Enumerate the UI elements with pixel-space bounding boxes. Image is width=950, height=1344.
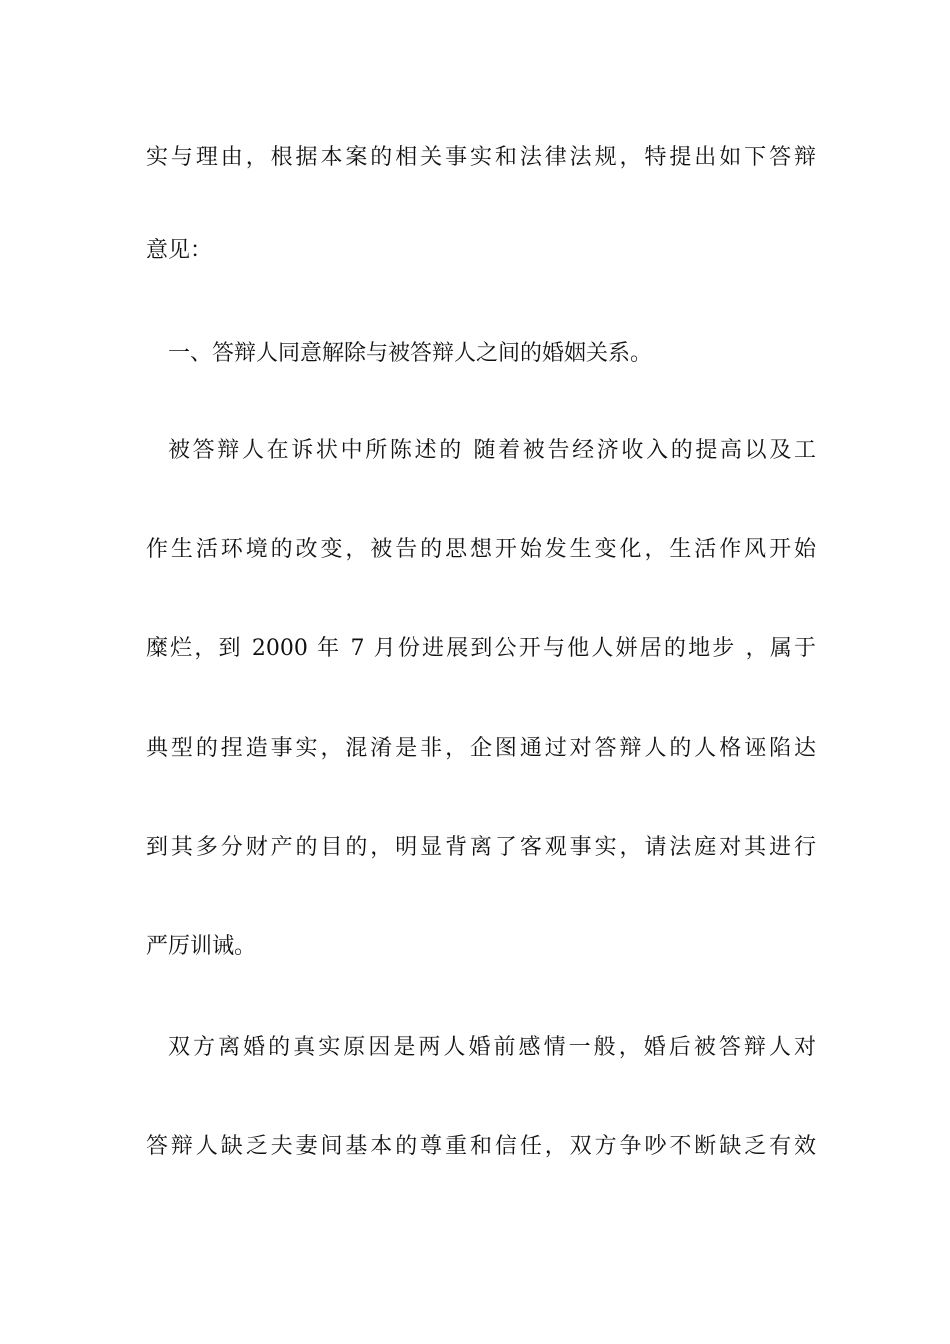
text-line-7: 典型的捏造事实，混淆是非，企图通过对答辩人的人格诬陷达: [146, 736, 816, 761]
text-line-4: 被答辩人在诉状中所陈述的 随着被告经济收入的提高以及工: [168, 438, 816, 463]
section-heading-1: 一、答辩人同意解除与被答辩人之间的婚姻关系。: [168, 341, 653, 366]
text-line-1: 实与理由，根据本案的相关事实和法律法规，特提出如下答辩: [146, 145, 816, 170]
text-line-5: 作生活环境的改变，被告的思想开始发生变化，生活作风开始: [146, 537, 816, 562]
text-line-8: 到其多分财产的目的，明显背离了客观事实，请法庭对其进行: [146, 835, 816, 860]
text-line-9: 严厉训诫。: [146, 934, 257, 959]
text-line-2: 意见：: [146, 238, 213, 263]
text-line-6: 糜烂，到 2000 年 7 月份进展到公开与他人姘居的地步 ，属于: [146, 636, 816, 661]
text-line-10: 双方离婚的真实原因是两人婚前感情一般，婚后被答辩人对: [168, 1035, 816, 1060]
text-line-11: 答辩人缺乏夫妻间基本的尊重和信任，双方争吵不断缺乏有效: [146, 1134, 816, 1159]
